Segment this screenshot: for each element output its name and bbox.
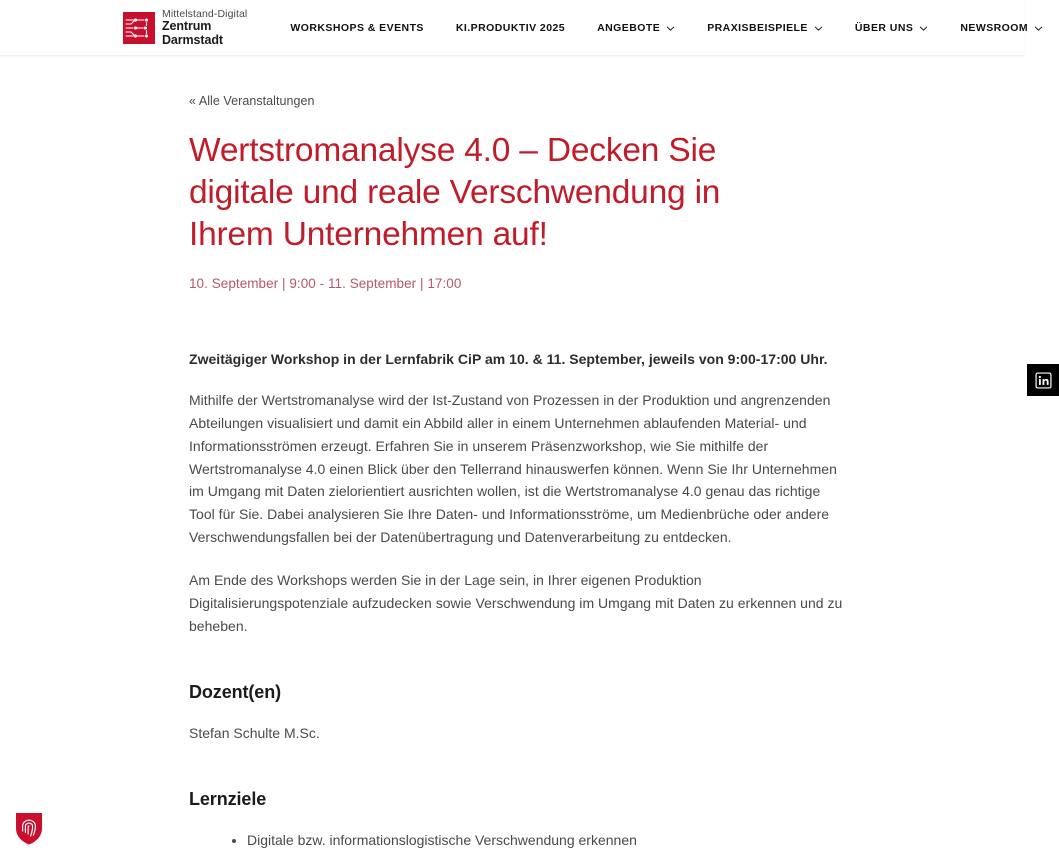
share-linkedin-button[interactable] — [1027, 364, 1059, 396]
event-paragraph-1: Mithilfe der Wertstromanalyse wird der Ist-Zustand von Prozessen in der Produktion und angrenzenden Abteilungen visualisiert und damit ein Abbild aller in einem Unternehmen ablaufenden Material- und Informationsströmen erzeugt. Erfahren Sie in unserem Präsenzworkshop, wie Sie mithilfe der Wertstromanalyse 4.0 einen Blick über den Tellerrand hinauswerfen können. Wenn Sie Ihr Unternehmen im Umgang mit Daten zielorientiert ausrichten wollen, ist die Wertstromanalyse 4.0 genau das richtige Tool für Sie. Dabei analysieren Sie Ihre Daten- und Informationsströme, um Medienbrüche oder andere Verschwendungsfallen bei der Datenübertragung und Datenverarbeitung zu entdecken. — [189, 391, 837, 546]
nav-item-ki-produktiv-2025[interactable] — [440, 0, 581, 56]
brand-line-3: Darmstadt — [162, 32, 223, 47]
nav-item-praxisbeispiele[interactable] — [691, 0, 839, 56]
nav-item-ueber-uns[interactable] — [839, 0, 944, 56]
brand-wordmark — [162, 8, 247, 47]
page-content — [0, 56, 1024, 852]
brand-line-1: Mittelstand-Digital — [162, 8, 248, 21]
chevron-down-icon — [814, 24, 823, 33]
event-lead-text: Zweitägiger Workshop in der Lernfabrik CiP am 10. & 11. September, jeweils von 9:00-17:00 Uhr. — [189, 351, 828, 367]
nav-item-newsroom[interactable] — [944, 0, 1059, 56]
section-body-dozenten: Stefan Schulte M.Sc. — [189, 725, 320, 742]
nav-label: PRAXISBEISPIELE — [707, 21, 808, 34]
event-datetime: 10. September | 9:00 - 11. September | 17:00 — [189, 276, 462, 291]
event-description — [189, 348, 849, 852]
learning-goals-list — [189, 829, 849, 852]
circuit-board-icon — [123, 12, 155, 44]
social-share-rail — [1027, 364, 1059, 396]
nav-label: ANGEBOTE — [597, 21, 661, 34]
site-logo[interactable] — [123, 8, 247, 47]
privacy-consent-badge[interactable] — [14, 810, 44, 846]
chevron-down-icon — [1034, 24, 1043, 33]
section-heading-lernziele: Lernziele — [189, 789, 267, 810]
nav-label: KI.PRODUKTIV 2025 — [455, 21, 566, 34]
main-navigation — [290, 0, 1059, 56]
nav-item-workshops-events[interactable] — [290, 0, 440, 56]
site-header — [0, 0, 1029, 56]
nav-label: WORKSHOPS & EVENTS — [290, 21, 424, 34]
nav-label: NEWSROOM — [960, 21, 1029, 34]
chevron-down-icon — [666, 24, 675, 33]
back-to-events-link[interactable]: « Alle Veranstaltungen — [189, 94, 315, 108]
page-title: Wertstromanalyse 4.0 – Decken Sie digitale und reale Verschwendung in Ihrem Unternehmen auf! — [189, 132, 721, 253]
section-heading-dozenten: Dozent(en) — [189, 682, 281, 703]
nav-item-angebote[interactable] — [581, 0, 691, 56]
nav-label: ÜBER UNS — [854, 21, 914, 34]
chevron-down-icon — [919, 24, 928, 33]
brand-line-2: Zentrum — [162, 19, 212, 34]
event-paragraph-2: Am Ende des Workshops werden Sie in der Lage sein, in Ihrer eigenen Produktion Digitalisierungspotenziale aufzudecken sowie Verschwendung im Umgang mit Daten zu erkennen und zu beheben. — [189, 572, 843, 635]
list-item: • Digitale bzw. informationslogistische Verschwendung erkennen — [247, 829, 849, 852]
